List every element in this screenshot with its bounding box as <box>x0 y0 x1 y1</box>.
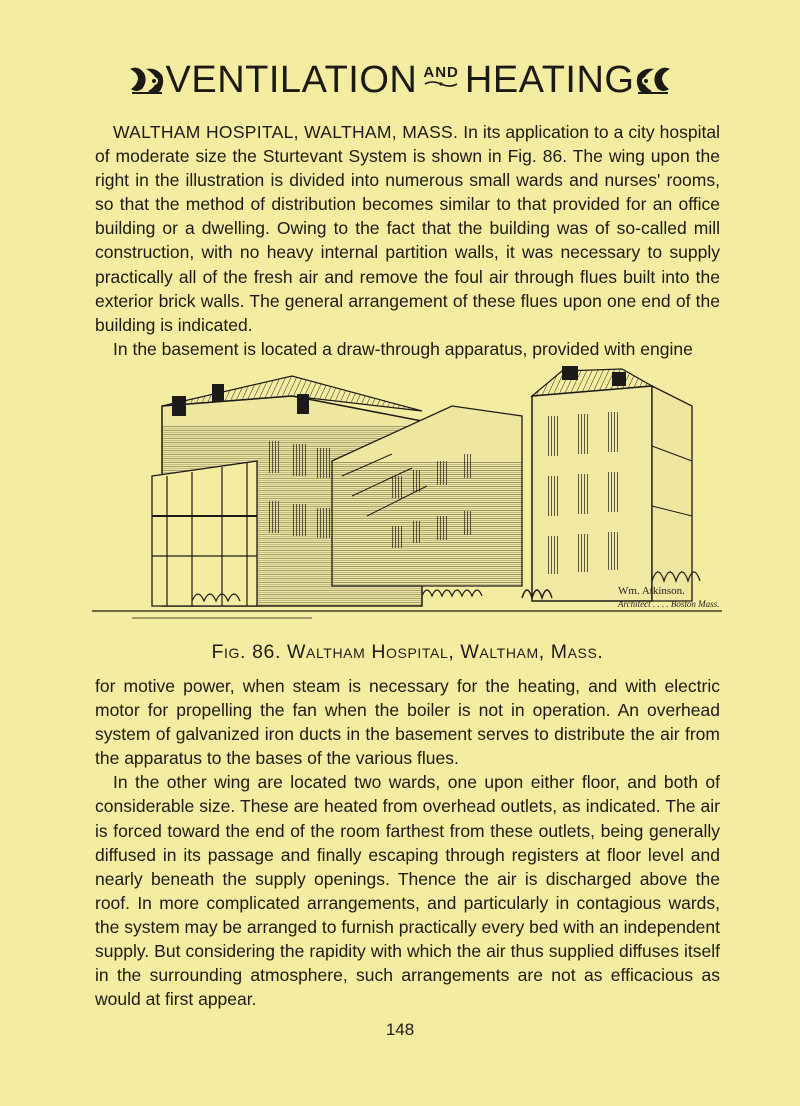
running-head-and <box>423 65 459 88</box>
paragraph-other-wing: In the other wing are located two wards, one upon either floor, and both of considerable size. These are heated from overhead outlets, as indicated. The air is forced toward the end of the room farthest from these outlets, being generally diffused in its passage and finally escaping through registers at floor level and nearly beneath the supply openings. Thence the air is discharged above the roof. In more complicated arrangements, and particularly in contagious wards, the system may be arranged to furnish practically every bed with an independent supply. But considering the rapidity with which the air thus supplied diffuses itself in the surrounding atmosphere, such arrangements are not as efficacious as would at first appear. <box>95 772 720 1010</box>
paragraph-lead: WALTHAM HOSPITAL, WALTHAM, MASS. <box>113 122 459 142</box>
paragraph-intro <box>95 120 720 337</box>
swash-ornament-icon <box>424 80 458 88</box>
architect-name: Wm. Atkinson. <box>618 585 685 597</box>
text-block-bottom <box>95 674 720 1011</box>
running-head-and-word: AND <box>423 63 459 81</box>
architect-role: Architect . . . . Boston Mass. <box>618 599 720 609</box>
running-head-left: VENTILATION <box>165 59 418 101</box>
paragraph-continued: for motive power, when steam is necessary for the heating, and with electric motor for propelling the fan when the boiler is not in operation. An overhead system of galvanized iron ducts in the basement serves to distribute the air from the apparatus to the bases of the various flues. <box>95 676 720 769</box>
figure-caption: Fig. 86. Waltham Hospital, Waltham, Mass. <box>211 641 604 663</box>
engraving-credit <box>618 585 719 611</box>
left-ornament-icon <box>128 63 166 97</box>
paragraph-basement: In the basement is located a draw-through apparatus, provided with engine <box>113 338 693 359</box>
right-ornament-icon <box>634 63 672 97</box>
page-number: 148 <box>385 1020 415 1039</box>
running-head <box>80 58 720 102</box>
paragraph-text: In its application to a city hospital of moderate size the Sturtevant System is shown in Fig. 86. The wing upon the right in the illustration is divided into numerous small wards and nurses' rooms, so that the method of distribution becomes similar to that provided for an office building or a dwelling. Owing to the fact that the building was of so-called mill construction, with no heavy internal partition walls, it was necessary to supply practically all of the fresh air and remove the foul air through flues built into the exterior brick walls. The general arrangement of these flues upon one end of the building is indicated. <box>95 122 720 335</box>
running-head-right: HEATING <box>464 59 635 101</box>
right-wing <box>532 366 692 601</box>
text-block-top <box>95 120 720 361</box>
